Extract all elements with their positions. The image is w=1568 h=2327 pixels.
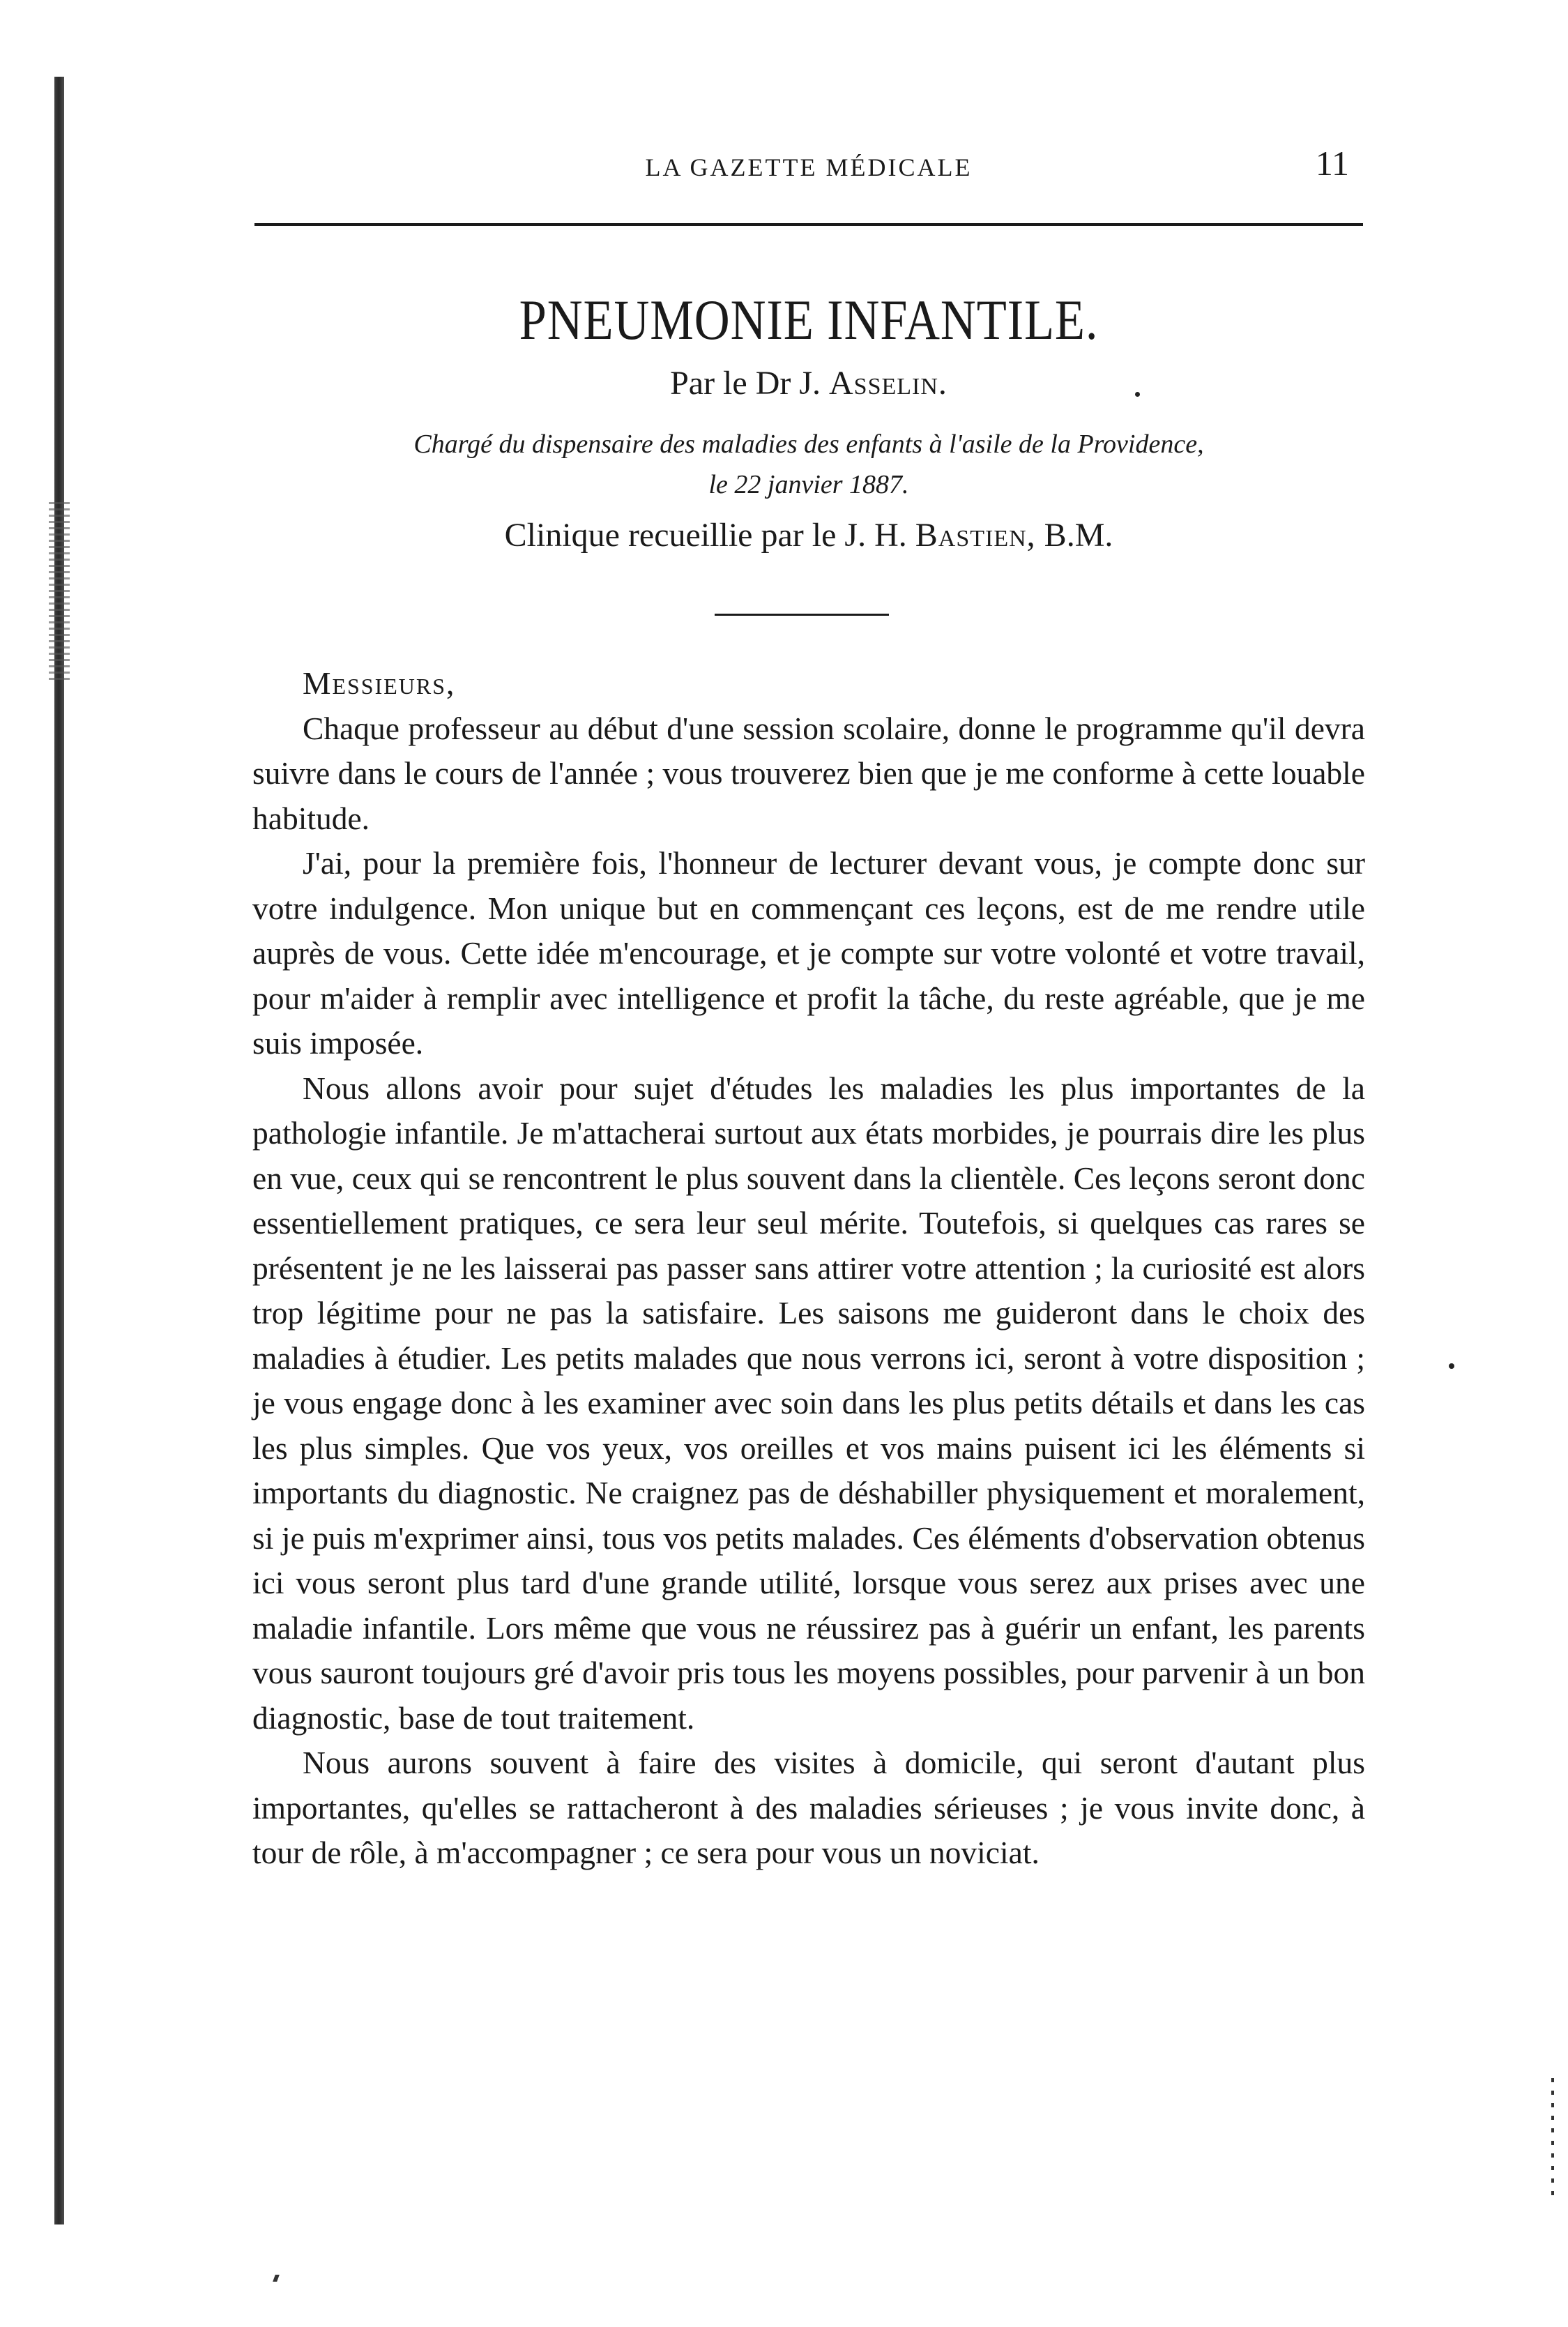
binding-edge-shadow — [54, 77, 64, 2224]
recorder-line — [254, 516, 1363, 554]
ink-speck — [273, 2275, 280, 2282]
binding-edge-texture — [49, 502, 70, 683]
salutation: Messieurs, — [303, 665, 456, 701]
article-body — [252, 661, 1365, 1876]
running-header — [254, 143, 1363, 192]
article-title: PNEUMONIE INFANTILE. — [519, 288, 1099, 351]
running-title: LA GAZETTE MÉDICALE — [645, 153, 973, 181]
ink-speck — [1449, 1363, 1454, 1369]
body-paragraph: Nous allons avoir pour sujet d'études les maladies les plus importantes de la pathologie infantile. Je m'attacherai surtout aux états morbides, je pourrais dire les plus en vue, ceux qui se rencontrent le plus souvent dans la clientèle. Ces leçons seront donc essentiellement pratiques, ce sera leur seul mérite. Toutefois, si quelques cas rares se présentent je ne les laisserai pas passer sans attirer votre attention ; la curiosité est alors trop légitime pour ne pas la satisfaire. Les saisons me guideront dans le choix des maladies à étudier. Les petits malades que nous verrons ici, seront à votre disposition ; je vous engage donc à les examiner avec soin dans les plus petits détails et dans les cas les plus simples. Que vos yeux, vos oreilles et vos mains puisent ici les éléments si importants du diagnostic. Ne craignez pas de déshabiller physiquement et moralement, si je puis m'exprimer ainsi, tous vos petits malades. Ces éléments d'observation obtenus ici vous seront plus tard d'une grande utilité, lorsque vous serez aux prises avec une maladie infantile. Lors même que vous ne réussirez pas à guérir un enfant, les parents vous sauront toujours gré d'avoir pris tous les moyens possibles, pour parvenir à un bon diagnostic, base de tout traitement. — [252, 1070, 1365, 1736]
recorder-degree: B.M. — [1044, 517, 1113, 554]
section-rule — [715, 614, 889, 616]
scan-speckle — [1551, 2078, 1554, 2197]
lecture-date: le 22 janvier 1887. — [708, 470, 909, 499]
page-number: 11 — [1315, 144, 1349, 183]
author-prefix: Par le Dr J. — [670, 365, 821, 402]
author-line — [254, 364, 1363, 402]
body-paragraph: Nous aurons souvent à faire des visites à domicile, qui seront d'autant plus importantes, qu'elles se rattacheront à des maladies sérieuses ; je vous invite donc, à tour de rôle, à m'accompagner ; ce sera pour vous un noviciat. — [252, 1745, 1365, 1870]
header-rule — [254, 223, 1363, 226]
body-paragraph: J'ai, pour la première fois, l'honneur de lecturer devant vous, je compte donc sur votre indulgence. Mon unique but en commençant ces leçons, est de me rendre utile auprès de vous. Cette idée m'encourage, et je compte sur votre volonté et votre travail, pour m'aider à remplir avec intelligence et profit la tâche, du reste agréable, que je me suis imposée. — [252, 845, 1365, 1061]
affiliation-line: Chargé du dispensaire des maladies des enfants à l'asile de la Providence, — [413, 430, 1204, 459]
recorder-name: Bastien, — [915, 517, 1036, 554]
author-name: Asselin. — [829, 365, 947, 402]
author-affiliation — [254, 424, 1363, 505]
recorder-prefix: Clinique recueillie par le J. H. — [504, 517, 907, 554]
body-paragraph: Chaque professeur au début d'une session scolaire, donne le programme qu'il devra suivre dans le cours de l'année ; vous trouverez bien que je me conforme à cette louable habitude. — [252, 710, 1365, 836]
